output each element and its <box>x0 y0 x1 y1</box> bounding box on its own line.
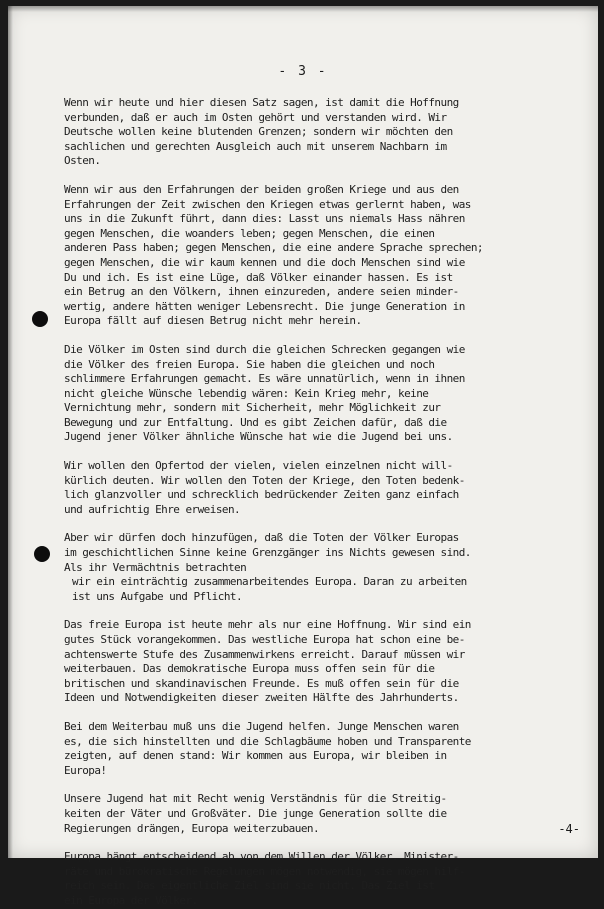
text-line: Europa! <box>64 763 107 777</box>
text-line: Vernichtung mehr, sondern mit Sicherheit, mehr Möglichkeit zur <box>64 401 441 415</box>
text-line: Europa hängt entscheidend ab von dem Willen der Völker. Minister- <box>64 850 459 864</box>
text-line: Bewegung und zur Entfaltung. Und es gibt Zeichen dafür, daß die <box>64 415 447 429</box>
text-line: lich glanzvoller und schrecklich bedrückender Zeiten ganz einfach <box>64 488 459 502</box>
text-line: zeigten, auf denen stand: Wir kommen aus Europa, wir bleiben in <box>64 749 447 763</box>
text-line: weiterbauen. Das demokratische Europa muss offen sein für die <box>64 662 435 676</box>
document-body <box>64 96 574 909</box>
scan-shadow-left <box>8 6 13 858</box>
next-page-number: -4- <box>558 822 580 836</box>
text-line: uns in die Zukunft führt, dann dies: Lasst uns niemals Hass nähren <box>64 212 465 226</box>
text-line: Deutsche wollen keine blutenden Grenzen; sondern wir möchten den <box>64 125 453 139</box>
text-line: wir ein einträchtig zusammenarbeitendes Europa. Daran zu arbeiten <box>72 575 467 589</box>
text-line: Die Völker im Osten sind durch die gleichen Schrecken gegangen wie <box>64 342 465 356</box>
text-line: anderen Pass haben; gegen Menschen, die eine andere Sprache sprechen; <box>64 241 484 255</box>
page-number: - 3 - <box>278 64 328 79</box>
punch-hole-upper <box>32 311 48 327</box>
text-line: kürlich deuten. Wir wollen den Toten der Kriege, den Toten bedenk- <box>64 473 465 487</box>
text-line: britischen und skandinavischen Freunde. Es muß offen sein für die <box>64 676 459 690</box>
paragraph <box>64 183 574 329</box>
text-line: Osten. <box>64 154 101 168</box>
document-page <box>8 6 598 907</box>
paragraph <box>64 850 574 908</box>
text-line: und aufrichtig Ehre erweisen. <box>64 502 241 516</box>
text-line: räte und bürokratische Regelungen mögen notwendig, sie mögen hilf- <box>64 864 465 878</box>
text-line: gutes Stück vorangekommen. Das westliche Europa hat schon eine be- <box>64 633 465 646</box>
text-line: Europa fällt auf diesen Betrug nicht mehr herein. <box>64 314 362 328</box>
text-line: keiten der Väter und Großväter. Die junge Generation sollte die <box>64 806 447 820</box>
text-line: sachlichen und gerechten Ausgleich auch mit unserem Nachbarn im <box>64 139 447 153</box>
text-line: Erfahrungen der Zeit zwischen den Kriegen etwas gerlernt haben, was <box>64 197 471 211</box>
scan-shadow-top <box>8 6 598 12</box>
punch-hole-lower <box>34 546 50 562</box>
text-line: ist uns Aufgabe und Pflicht. <box>72 589 243 603</box>
text-line: gegen Menschen, die woanders leben; gegen Menschen, die einen <box>64 226 435 240</box>
text-line: achtenswerte Stufe des Zusammenwirkens erreicht. Darauf müssen wir <box>64 647 465 661</box>
text-line: Wenn wir aus den Erfahrungen der beiden großen Kriege und aus den <box>64 182 459 196</box>
paragraph <box>64 720 574 778</box>
text-line: Jugend jener Völker ähnliche Wünsche hat wie die Jugend bei uns. <box>64 430 453 444</box>
paragraph <box>64 792 574 836</box>
text-line: Du und ich. Es ist eine Lüge, daß Völker einander hassen. Es ist <box>64 270 453 284</box>
paragraph <box>64 459 574 517</box>
text-line: Als ihr Vermächtnis betrachten <box>64 560 247 574</box>
text-line: wertig, andere hätten weniger Lebensrecht. Die junge Generation in <box>64 299 465 313</box>
text-line: nicht gleiche Wünsche lebendig wären: Kein Krieg mehr, keine <box>64 386 429 400</box>
text-line: Aber wir dürfen doch hinzufügen, daß die Toten der Völker Europas <box>64 531 459 545</box>
text-line: die Völker des freien Europa. Sie haben die gleichen und noch <box>64 357 435 371</box>
paragraph <box>64 96 574 169</box>
text-line: verbunden, daß er auch im Osten gehört und verstanden wird. Wir <box>64 110 447 124</box>
text-line: im geschichtlichen Sinne keine Grenzgänger ins Nichts gewesen sind. <box>64 546 471 560</box>
paragraph <box>64 343 574 445</box>
text-line: ein Europa der Völker. <box>64 893 198 907</box>
text-line: Unsere Jugend hat mit Recht wenig Verständnis für die Streitig- <box>64 792 447 806</box>
text-line: Ideen und Notwendigkeiten dieser zweiten Hälfte des Jahrhunderts. <box>64 691 459 705</box>
paragraph <box>64 618 574 706</box>
text-line: ein Betrug an den Völkern, ihnen einzureden, andere seien minder- <box>64 285 459 299</box>
text-line: reich sein. Das eigentliche Ziel sind sie nicht. Das Ziel ist <box>64 879 435 893</box>
text-line: schlimmere Erfahrungen gemacht. Es wäre unnatürlich, wenn in ihnen <box>64 372 465 386</box>
text-line: Regierungen drängen, Europa weiterzubauen. <box>64 821 320 835</box>
text-line: gegen Menschen, die wir kaum kennen und die doch Menschen sind wie <box>64 255 465 269</box>
paragraph <box>64 531 574 604</box>
text-line: Wenn wir heute und hier diesen Satz sagen, ist damit die Hoffnung <box>64 96 459 109</box>
text-line: es, die sich hinstellten und die Schlagbäume hoben und Transparente <box>64 734 471 748</box>
text-line: Das freie Europa ist heute mehr als nur eine Hoffnung. Wir sind ein <box>64 618 471 632</box>
text-line: Wir wollen den Opfertod der vielen, vielen einzelnen nicht will- <box>64 459 453 473</box>
text-line: Bei dem Weiterbau muß uns die Jugend helfen. Junge Menschen waren <box>64 719 459 733</box>
